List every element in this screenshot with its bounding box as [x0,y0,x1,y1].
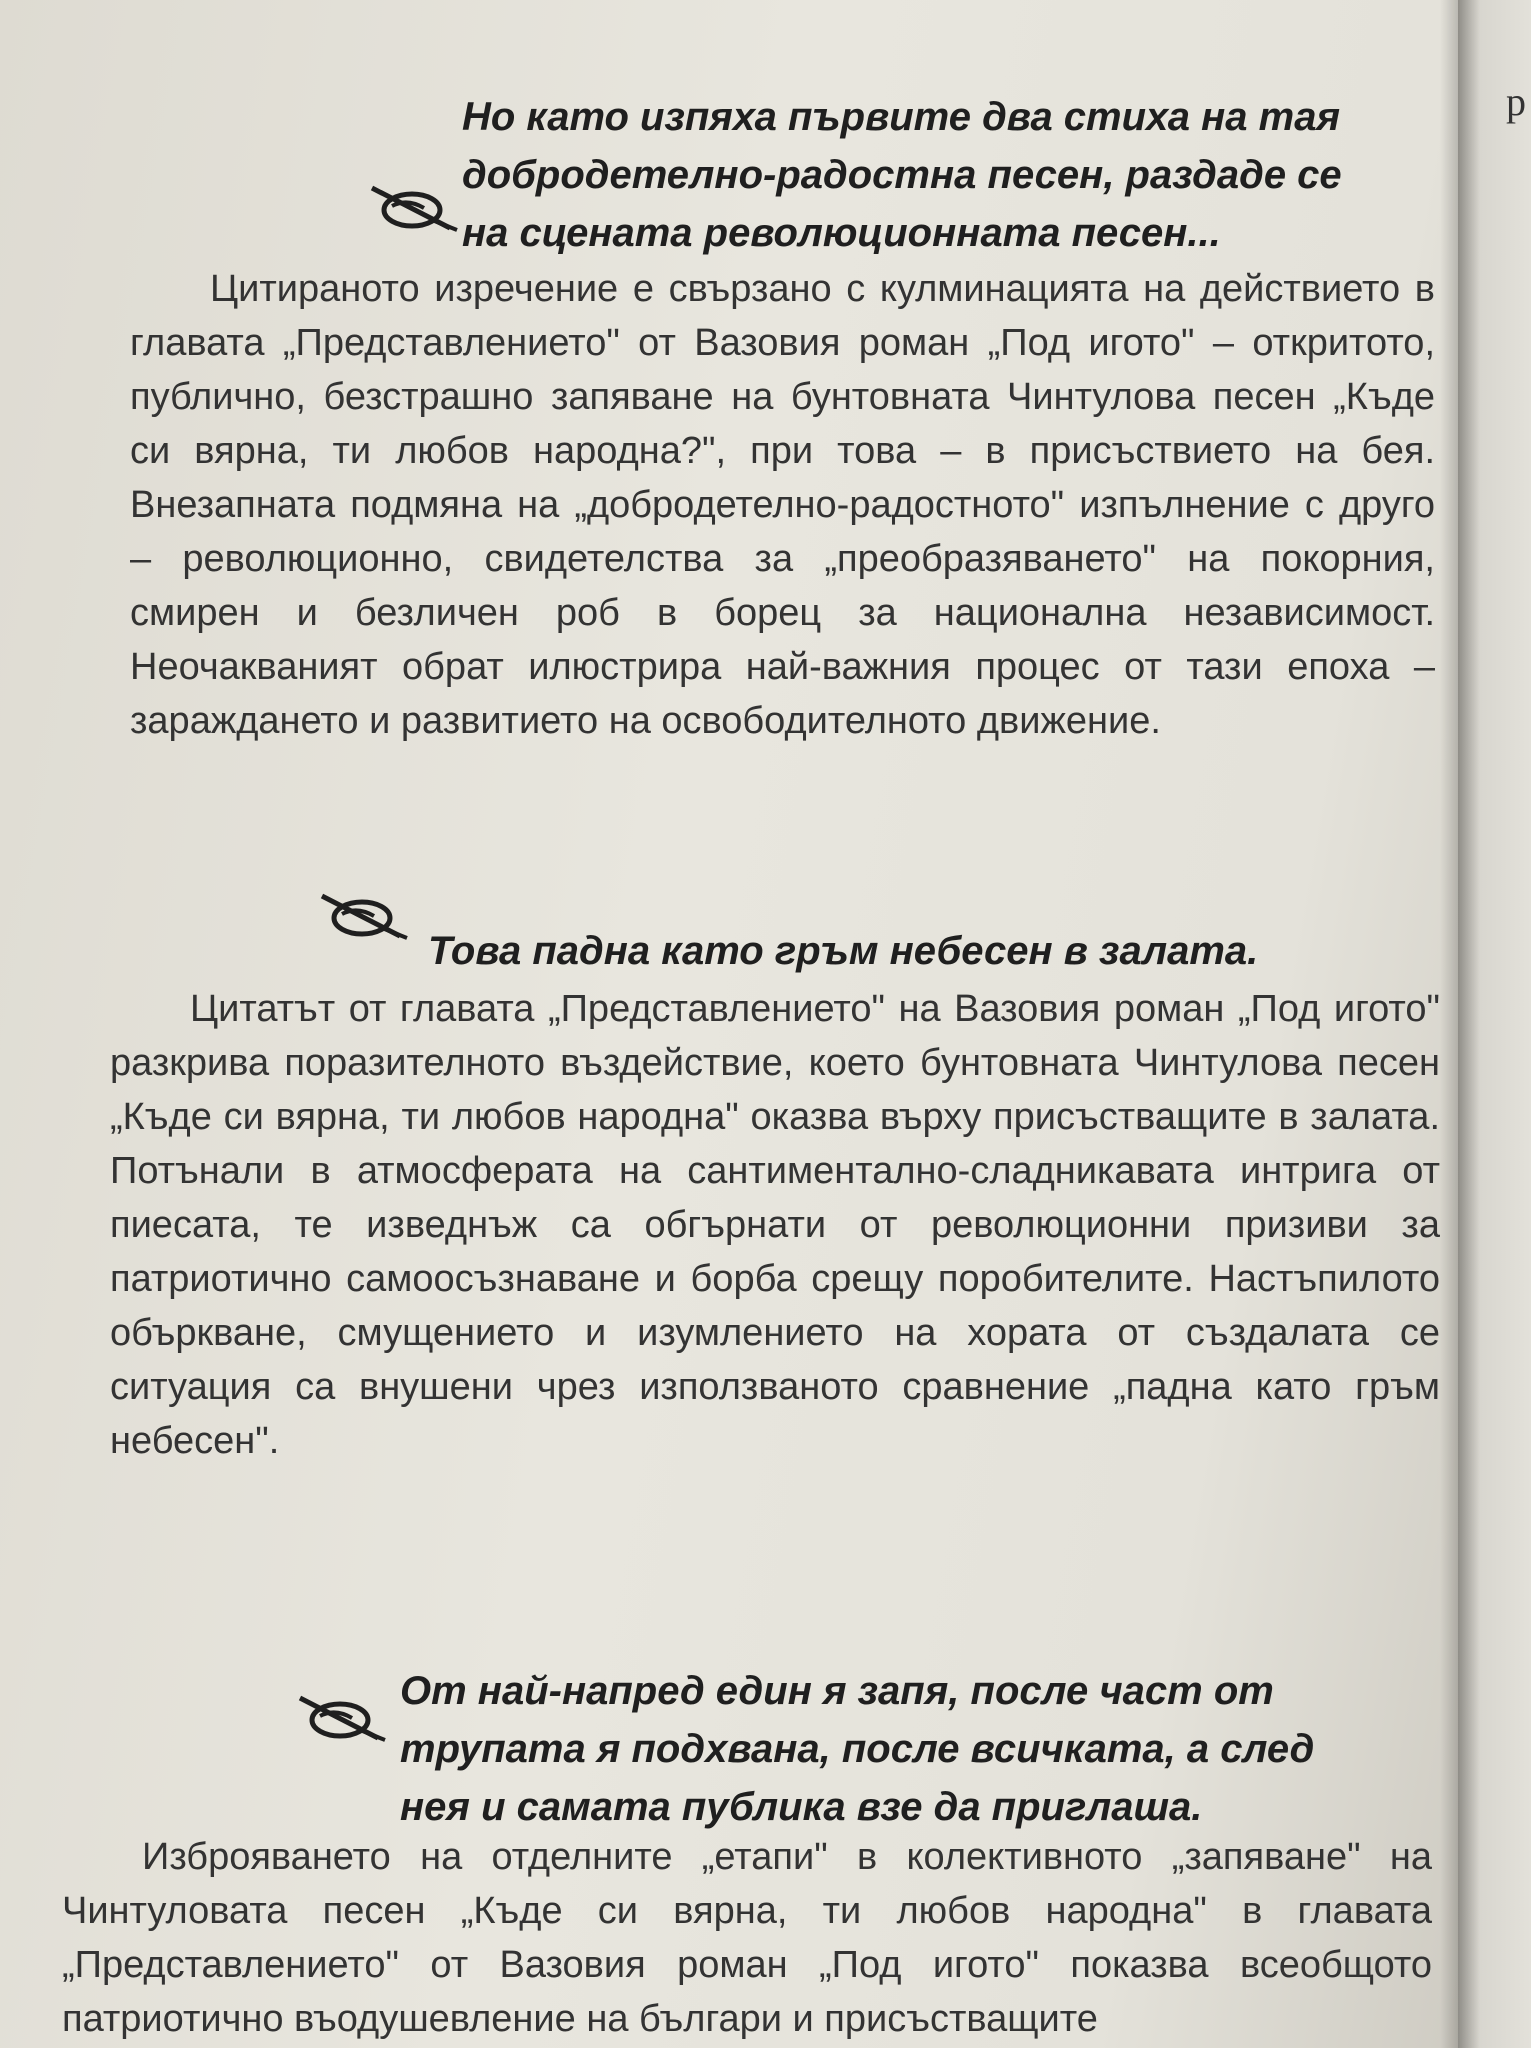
quote-line: на сцената революционната песен... [462,211,1221,255]
paragraph-text: Цитираното изречение е свързано с кулминацията на действието в главата „Представлението" от Вазовия роман „Под игото" – откритото, публично, безстрашно запяване на бунтовната Чинтулова песен „Къде си вярна, ти любов народна?", при това – в присъствието на бея. Внезапната подмяна на „добродетелно-радостното" изпълнение с друго – революционно, свидетелства за „преобразяването" на покорния, смирен и безличен роб в борец за национална независимост. Неочакваният обрат илюстрира най-важния процес от тази епоха – зараждането и развитието на освободителното движение. [130,268,1435,742]
writing-hand-icon [312,888,412,942]
writing-hand-icon [290,1690,390,1744]
adjacent-page [1458,0,1531,2048]
quote-line: Но като изпяха първите два стиха на тая [462,95,1341,139]
quote-line: добродетелно-радостна песен, раздаде се [462,153,1342,197]
page-edge-shadow [1440,0,1458,2048]
section2-quote [428,922,1258,980]
section1-paragraph [130,262,1435,748]
paragraph-text: Цитатът от главата „Представлението" на Вазовия роман „Под игото" разкрива поразителното въздействие, което бунтовната Чинтулова песен „Къде си вярна, ти любов народна" оказва върху присъстващите в залата. Потънали в атмосферата на сантиментално-сладникавата интрига от пиесата, те изведнъж са обгърнати от революционни призиви за патриотично самоосъзнаване и борба срещу поробителите. Настъпилото объркване, смущението и изумлението на хората от създалата се ситуация са внушени чрез използваното сравнение „падна като гръм небесен". [110,988,1440,1462]
quote-line: нея и самата публика взе да приглаша. [400,1785,1203,1829]
section3-paragraph [62,1830,1432,2046]
quote-line: От най-напред един я запя, после част от [400,1669,1274,1713]
quote-line: Това падна като гръм небесен в залата. [428,929,1259,973]
paragraph-text: Изброяването на отделните „етапи" в колективното „запяване" на Чинтуловата песен „Къде си вярна, ти любов народна" в главата „Представлението" от Вазовия роман „Под игото" показва всеобщото патриотично въодушевление на българи и присъстващите [62,1836,1432,2040]
section1-quote [462,88,1342,262]
quote-line: трупата я подхвана, после всичката, а след [400,1727,1315,1771]
adjacent-page-text-fragment: р [1506,79,1526,124]
section3-quote [400,1662,1314,1836]
section2-paragraph [110,982,1440,1468]
writing-hand-icon [362,180,462,234]
